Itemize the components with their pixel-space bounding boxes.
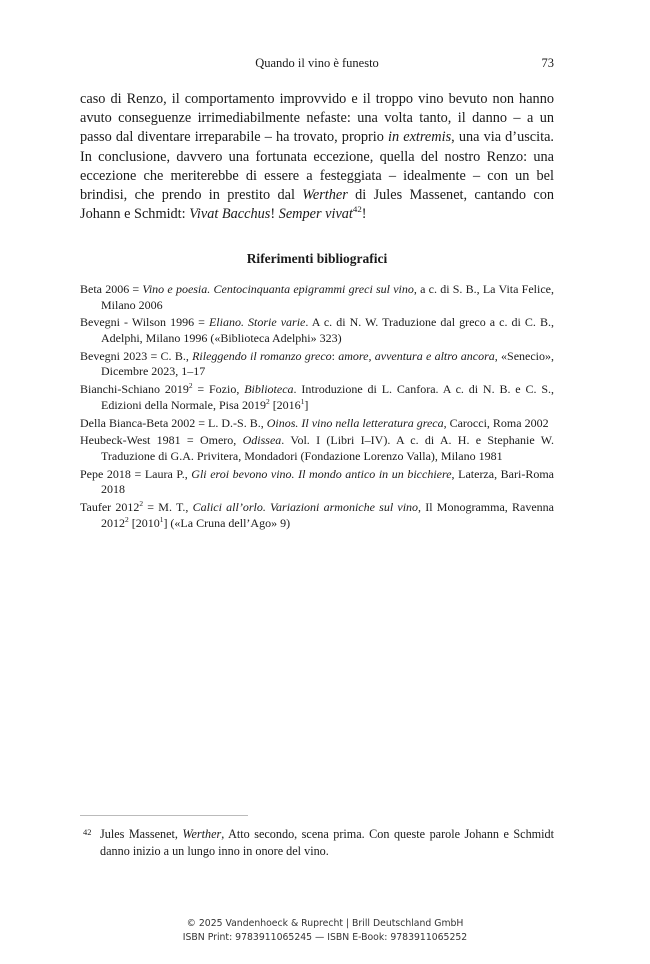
- text-run: Bianchi-Schiano 2019: [80, 382, 189, 397]
- body-paragraph: [80, 90, 554, 224]
- text-run: Bevegni 2023 = C. B.,: [80, 348, 193, 363]
- isbn-line: ISBN Print: 9783911065245 — ISBN E-Book: 9783911065252: [182, 932, 468, 943]
- superscript: 2: [188, 381, 193, 391]
- superscript: 42: [352, 204, 362, 215]
- italic-text: Semper vivat: [278, 206, 353, 223]
- text-run: , Il Monogramma, Ravenna 2012: [101, 500, 554, 530]
- page-header: [80, 56, 554, 72]
- italic-text: Gli eroi bevono vino. Il mondo antico in un bicchiere: [191, 466, 452, 481]
- superscript: 1: [300, 396, 305, 406]
- italic-text: Werther: [182, 827, 222, 841]
- superscript: 2: [139, 499, 144, 509]
- text-run: . A c. di N. W. Traduzione dal greco a c. di C. B., Adelphi, Milano 1996 («Biblioteca Adelphi» 323): [101, 315, 554, 345]
- reference-entry: [80, 282, 554, 313]
- text-run: ] («La Cruna dell’Ago» 9): [163, 515, 291, 530]
- text-run: caso di Renzo, il comportamento improvvido e il troppo vino bevuto non hanno avuto conseguenze irrimediabilmente nefaste: una volta tanto, il danno – a un passo dal diventare irreparabile – ha trovato, proprio: [80, 91, 554, 146]
- text-run: !: [361, 206, 367, 223]
- text-run: Heubeck-West 1981 = Omero,: [80, 433, 243, 448]
- body-text: [80, 90, 554, 224]
- reference-list: [80, 282, 554, 533]
- text-run: Jules Massenet,: [100, 827, 183, 841]
- running-title: Quando il vino è funesto: [255, 56, 379, 70]
- text-run: , Laterza, Bari-Roma 2018: [101, 466, 554, 497]
- text-run: Beta 2006 =: [80, 282, 143, 296]
- footnote-rule: [80, 815, 248, 816]
- italic-text: Eliano. Storie varie: [208, 315, 306, 330]
- text-run: , una via d’uscita. In conclusione, davvero una fortunata eccezione, quella del nostro Renzo: una eccezione che meriterebbe di essere a festeggiata – idealmente – con un bel brindisi, che prendo in prestito dal: [80, 129, 554, 204]
- italic-text: Vino e poesia. Centocinquanta epigrammi greci sul vino: [142, 282, 414, 296]
- text-run: ]: [304, 397, 309, 412]
- text-run: [2016: [269, 397, 301, 412]
- reference-entry: [80, 416, 554, 432]
- italic-text: Werther: [302, 187, 348, 204]
- italic-text: Vivat Bacchus: [189, 206, 271, 223]
- text-run: !: [270, 206, 279, 223]
- text-run: Della Bianca-Beta 2002 = L. D.-S. B.,: [80, 415, 267, 430]
- superscript: 2: [125, 514, 129, 524]
- text-run: Pepe 2018 = Laura P.,: [80, 466, 192, 481]
- italic-text: Odissea: [242, 433, 282, 448]
- text-run: = Fozio,: [192, 382, 245, 397]
- reference-entry: [80, 315, 554, 346]
- text-run: , Carocci, Roma 2002: [443, 415, 549, 430]
- text-run: di Jules Massenet, cantando con Johann e Schmidt:: [80, 187, 555, 223]
- italic-text: Biblioteca: [244, 382, 294, 397]
- text-run: [2010: [128, 515, 160, 530]
- reference-entry: [80, 433, 554, 464]
- page-footer: [0, 917, 650, 945]
- text-run: . Vol. I (Libri I–IV). A c. di A. H. e Stephanie W. Traduzione di G.A. Privitera, Mondadori (Fondazione Lorenzo Valla), Milano 1981: [101, 433, 554, 463]
- text-run: , a c. di S. B., La Vita Felice, Milano 2006: [101, 282, 554, 312]
- superscript: 2: [265, 396, 270, 406]
- text-run: , «Senecio», Dicembre 2023, 1–17: [101, 348, 555, 379]
- italic-text: Oinos. Il vino nella letteratura greca: [266, 415, 444, 430]
- reference-entry: [80, 500, 554, 531]
- text-run: = M. T.,: [143, 500, 193, 515]
- section-heading: Riferimenti bibliografici: [246, 251, 388, 266]
- reference-entry: [80, 382, 554, 413]
- text-run: , Atto secondo, scena prima. Con queste parole Johann e Schmidt danno inizio a un lungo inno in onore del vino.: [100, 827, 555, 858]
- text-run: . Introduzione di L. Canfora. A c. di N. B. e C. S., Edizioni della Normale, Pisa 2019: [101, 382, 554, 412]
- footnote-text: [80, 826, 554, 860]
- text-run: Bevegni - Wilson 1996 =: [80, 315, 209, 330]
- footnote-number: 42: [83, 827, 92, 837]
- reference-entry: [80, 467, 554, 498]
- footnote: [80, 826, 554, 860]
- superscript: 1: [159, 514, 164, 524]
- italic-text: in extremis: [388, 129, 452, 146]
- italic-text: amore, avventura e altro ancora: [338, 348, 495, 363]
- copyright-line: © 2025 Vandenhoeck & Ruprecht | Brill Deutschland GmbH: [186, 918, 464, 929]
- text-run: :: [331, 348, 339, 363]
- reference-entry: [80, 349, 554, 380]
- italic-text: Rileggendo il romanzo greco: [192, 348, 332, 363]
- page-number: 73: [541, 56, 554, 70]
- italic-text: Calici all’orlo. Variazioni armoniche sul vino: [192, 500, 419, 515]
- text-run: Taufer 2012: [80, 500, 140, 515]
